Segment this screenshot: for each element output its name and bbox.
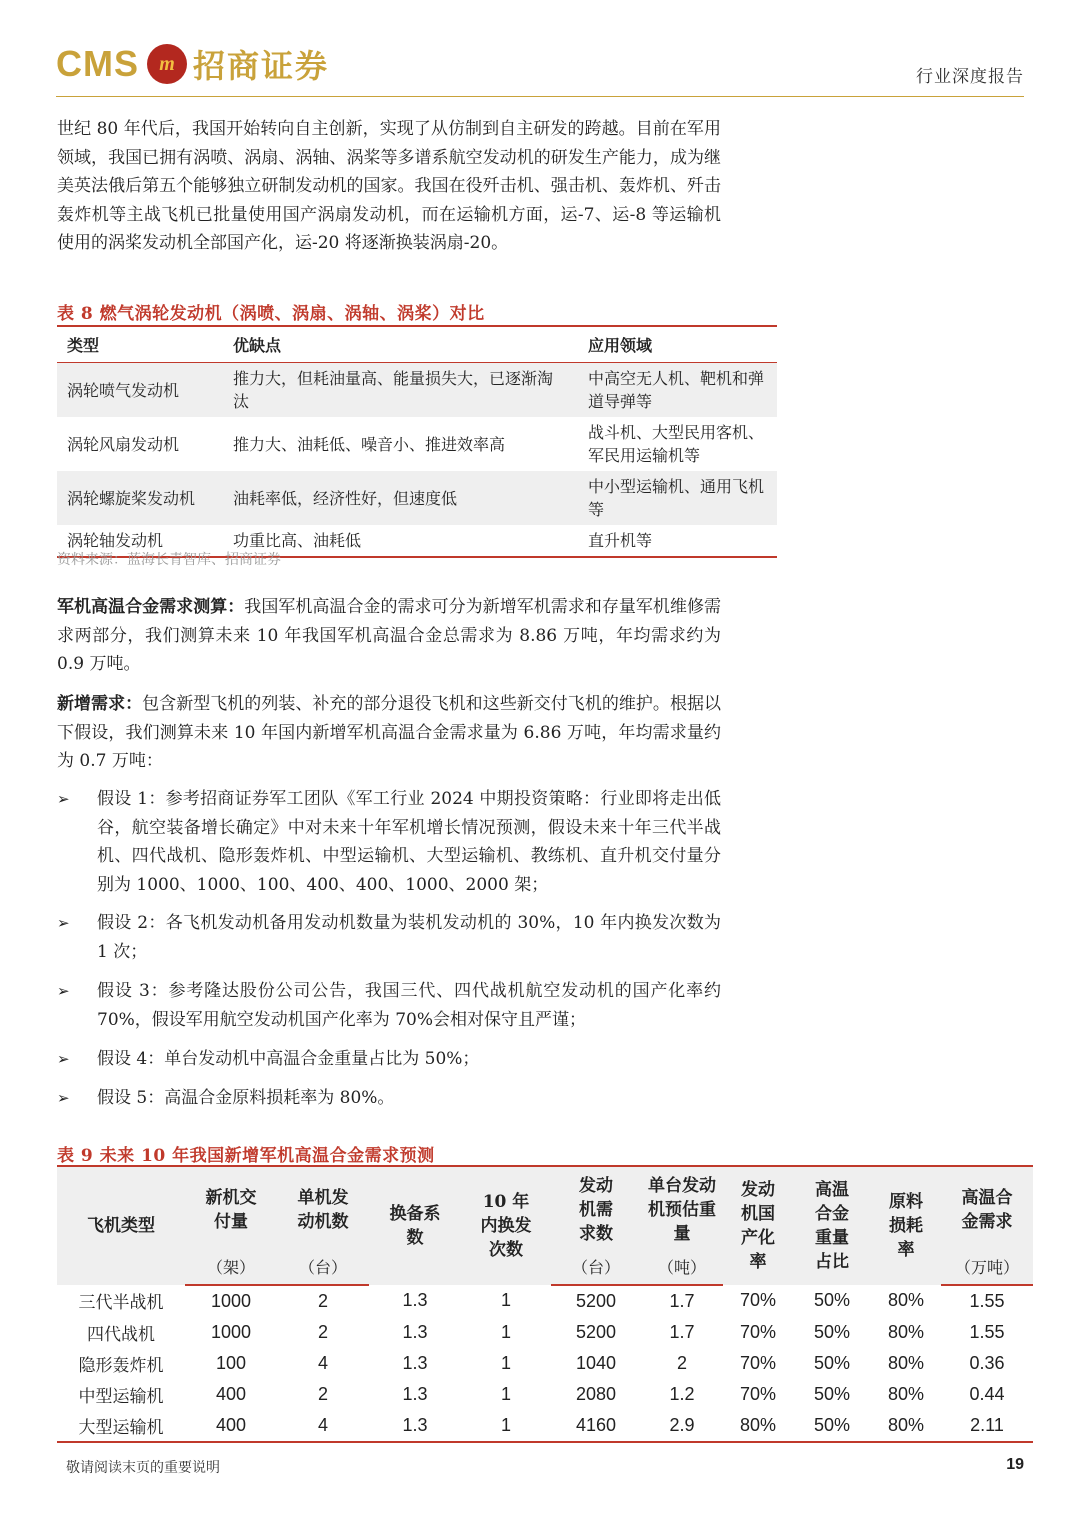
table8-header-cell: 应用领域 [578, 326, 777, 363]
table-row [57, 1348, 1033, 1379]
cms-logo [56, 42, 329, 86]
table-cell: 1 [500, 1290, 511, 1311]
demand-text: 我国军机高温合金的需求可分为新增军机需求和存量军机维修需求两部分，我们测算未来 10 年我国军机高温合金总需求为 8.86 万吨，年均需求约为 0.9 万吨。 [57, 597, 722, 675]
table-cell: 80% [871, 1411, 941, 1442]
table-cell: 1 [500, 1321, 511, 1342]
new-demand-label: 新增需求： [57, 694, 143, 714]
table8-engine-comparison [57, 325, 777, 558]
table-cell: 1000 [210, 1321, 252, 1342]
table-cell: 80% [887, 1352, 925, 1373]
arrow-bullet-icon: ➢ [57, 914, 70, 932]
table-cell: 推力大，但耗油量高、能量损失大，已逐渐淘汰 [223, 363, 578, 418]
table-cell: 50% [793, 1411, 871, 1442]
table-cell: 2.9 [641, 1411, 723, 1442]
table-cell: 战斗机、大型民用客机、军民用运输机等 [588, 423, 765, 465]
table-cell: 5200 [575, 1321, 617, 1342]
arrow-bullet-icon: ➢ [57, 1089, 70, 1107]
table-cell: 1040 [575, 1352, 617, 1373]
table-cell: 1 [500, 1352, 511, 1373]
table-cell: 1 [500, 1384, 511, 1405]
table-cell: 5200 [575, 1290, 617, 1311]
assumption-item [57, 909, 721, 966]
assumption-text: 假设 5：高温合金原料损耗率为 80%。 [97, 1088, 395, 1108]
table9-header-cell: 单机发动机数 [277, 1166, 369, 1252]
table8-source: 资料来源：蓝海长青智库、招商证券 [57, 552, 281, 568]
table-cell: 50% [813, 1321, 851, 1342]
table-row [57, 1285, 1033, 1316]
demand-paragraph [57, 593, 721, 679]
table9-header-cell: 10 年内换发次数 [461, 1166, 551, 1285]
table-cell: 1.7 [669, 1321, 695, 1342]
table9-header-cell: 发动机国产化率 [723, 1166, 793, 1285]
table-cell: 中型运输机 [78, 1387, 164, 1408]
table9-header-cell: 高温合金需求 [941, 1166, 1033, 1252]
table-cell: 1000 [210, 1290, 252, 1311]
table-cell: 4160 [551, 1411, 641, 1442]
new-demand-text: 包含新型飞机的列装、补充的部分退役飞机和这些新交付飞机的维护。根据以下假设，我们测算未来 10 年国内新增军机高温合金需求量为 6.86 万吨，年均需求量约为 0.7 万吨： [57, 694, 722, 772]
table9-header-cell: 新机交付量 [185, 1166, 277, 1252]
table-row [57, 1411, 1033, 1442]
assumption-item [57, 977, 721, 1034]
table-cell: 1.55 [969, 1290, 1005, 1311]
table-row [57, 417, 777, 471]
assumption-text: 假设 4：单台发动机中高温合金重量占比为 50%； [97, 1049, 480, 1069]
table9-header-cell: 飞机类型 [57, 1166, 185, 1285]
table-cell: 1.3 [402, 1352, 428, 1373]
table-cell: 涡轮喷气发动机 [57, 363, 223, 418]
table9-unit-cell: （台） [551, 1252, 641, 1285]
table-cell: 1.3 [402, 1384, 428, 1405]
table9-header-cell: 原料损耗率 [871, 1166, 941, 1285]
table8-title: 表 8 燃气涡轮发动机（涡喷、涡扇、涡轴、涡桨）对比 [57, 304, 485, 324]
logo-text-en: CMS [56, 43, 139, 84]
table-cell: 隐形轰炸机 [78, 1355, 164, 1376]
assumption-item [57, 1084, 721, 1113]
table-cell: 70% [739, 1352, 777, 1373]
table-cell: 三代半战机 [78, 1293, 164, 1314]
logo-badge-icon: m [147, 44, 187, 84]
assumption-item [57, 785, 721, 899]
table8-header-cell: 类型 [57, 326, 223, 363]
table-cell: 70% [739, 1384, 777, 1405]
table9-demand-forecast [57, 1165, 1033, 1443]
table-cell: 1.55 [969, 1321, 1005, 1342]
table-cell: 50% [813, 1290, 851, 1311]
table-cell: 80% [723, 1411, 793, 1442]
table-cell: 2 [317, 1321, 328, 1342]
table-cell: 2 [317, 1384, 328, 1405]
table9-unit-cell: （台） [277, 1252, 369, 1285]
table-cell: 2.11 [941, 1411, 1033, 1442]
logo-text-cn: 招商证券 [193, 47, 330, 85]
table-cell: 涡轮螺旋桨发动机 [57, 471, 223, 525]
page-header [56, 36, 1024, 98]
table-cell: 油耗率低，经济性好，但速度低 [223, 471, 578, 525]
table-cell: 中小型运输机、通用飞机等 [578, 471, 777, 525]
assumption-text: 假设 1：参考招商证券军工团队《军工行业 2024 中期投资策略：行业即将走出低谷，航空装备增长确定》中对未来十年军机增长情况预测，假设未来十年三代半战机、四代战机、隐形轰炸机、中型运输机、大型运输机、教练机、直升机交付量分别为 1000、1000、100、400、400、1000、2000 架； [97, 789, 721, 895]
assumption-item [57, 1045, 721, 1074]
table-cell: 涡轮轴发动机 [57, 525, 223, 557]
table-cell: 中高空无人机、靶机和弹道导弹等 [578, 363, 777, 418]
table-cell: 1.3 [402, 1321, 428, 1342]
table-cell: 2080 [575, 1384, 617, 1405]
table9-title: 表 9 未来 10 年我国新增军机高温合金需求预测 [57, 1146, 435, 1166]
table-cell: 0.36 [969, 1352, 1005, 1373]
arrow-bullet-icon: ➢ [57, 1050, 70, 1068]
table-cell: 100 [215, 1352, 247, 1373]
table-cell: 大型运输机 [57, 1411, 185, 1442]
table9-unit-cell: （万吨） [941, 1252, 1033, 1285]
table9-header-row [57, 1166, 1033, 1252]
table-cell: 1.3 [402, 1290, 428, 1311]
table-cell: 直升机等 [578, 525, 777, 557]
intro-paragraph: 世纪 80 年代后，我国开始转向自主创新，实现了从仿制到自主研发的跨越。目前在军用领域，我国已拥有涡喷、涡扇、涡轴、涡桨等多谱系航空发动机的研发生产能力，成为继美英法俄后第五个能够独立研制发动机的国家。我国在役歼击机、强击机、轰炸机、歼击轰炸机等主战飞机已批量使用国产涡扇发动机，而在运输机方面，运-7、运-8 等运输机使用的涡桨发动机全部国产化，运-20 将逐渐换装涡扇-20。 [57, 119, 721, 254]
new-demand-paragraph [57, 690, 721, 776]
table-cell: 2 [317, 1290, 328, 1311]
arrow-bullet-icon: ➢ [57, 982, 70, 1000]
table-cell: 80% [887, 1384, 925, 1405]
table9-header-cell: 换备系数 [369, 1166, 461, 1285]
table-cell: 涡轮风扇发动机 [67, 434, 180, 454]
table-cell: 70% [739, 1321, 777, 1342]
footer-disclaimer: 敬请阅读末页的重要说明 [66, 1460, 220, 1476]
table-cell: 1 [461, 1411, 551, 1442]
table9-unit-cell: （吨） [641, 1252, 723, 1285]
table-cell: 70% [739, 1290, 777, 1311]
page-number: 19 [1006, 1456, 1024, 1473]
table-cell: 2 [676, 1352, 687, 1373]
table9-header-cell: 单台发动机预估重量 [641, 1166, 723, 1252]
table-cell: 50% [813, 1352, 851, 1373]
table-cell: 50% [813, 1384, 851, 1405]
table-cell: 4 [317, 1352, 328, 1373]
table-cell: 80% [887, 1321, 925, 1342]
demand-label: 军机高温合金需求测算： [57, 597, 245, 617]
table-cell: 400 [215, 1384, 247, 1405]
table-row [57, 1316, 1033, 1347]
assumption-text: 假设 2：各飞机发动机备用发动机数量为装机发动机的 30%，10 年内换发次数为 1 次； [97, 913, 721, 962]
table9-header-cell: 高温合金重量占比 [793, 1166, 871, 1285]
table-cell: 400 [185, 1411, 277, 1442]
table-cell: 1.3 [369, 1411, 461, 1442]
table-row [57, 1379, 1033, 1410]
table-cell: 4 [277, 1411, 369, 1442]
table-cell: 1.2 [669, 1384, 695, 1405]
report-type-label: 行业深度报告 [916, 67, 1024, 87]
table-cell: 80% [887, 1290, 925, 1311]
arrow-bullet-icon: ➢ [57, 790, 70, 808]
table9-header-cell: 发动机需求数 [551, 1166, 641, 1252]
assumption-text: 假设 3：参考隆达股份公司公告，我国三代、四代战机航空发动机的国产化率约 70%，假设军用航空发动机国产化率为 70%会相对保守且严谨； [97, 981, 721, 1030]
table8-header-cell: 优缺点 [223, 326, 578, 363]
table-cell: 四代战机 [87, 1324, 155, 1345]
table-row [57, 471, 777, 525]
table-row [57, 363, 777, 418]
table-cell: 推力大、油耗低、噪音小、推进效率高 [233, 434, 506, 454]
table-cell: 功重比高、油耗低 [223, 525, 578, 557]
table-cell: 0.44 [969, 1384, 1005, 1405]
table8-header-row [57, 326, 777, 363]
table-cell: 1.7 [669, 1290, 695, 1311]
header-divider [56, 96, 1024, 97]
table9-unit-cell: （架） [185, 1252, 277, 1285]
